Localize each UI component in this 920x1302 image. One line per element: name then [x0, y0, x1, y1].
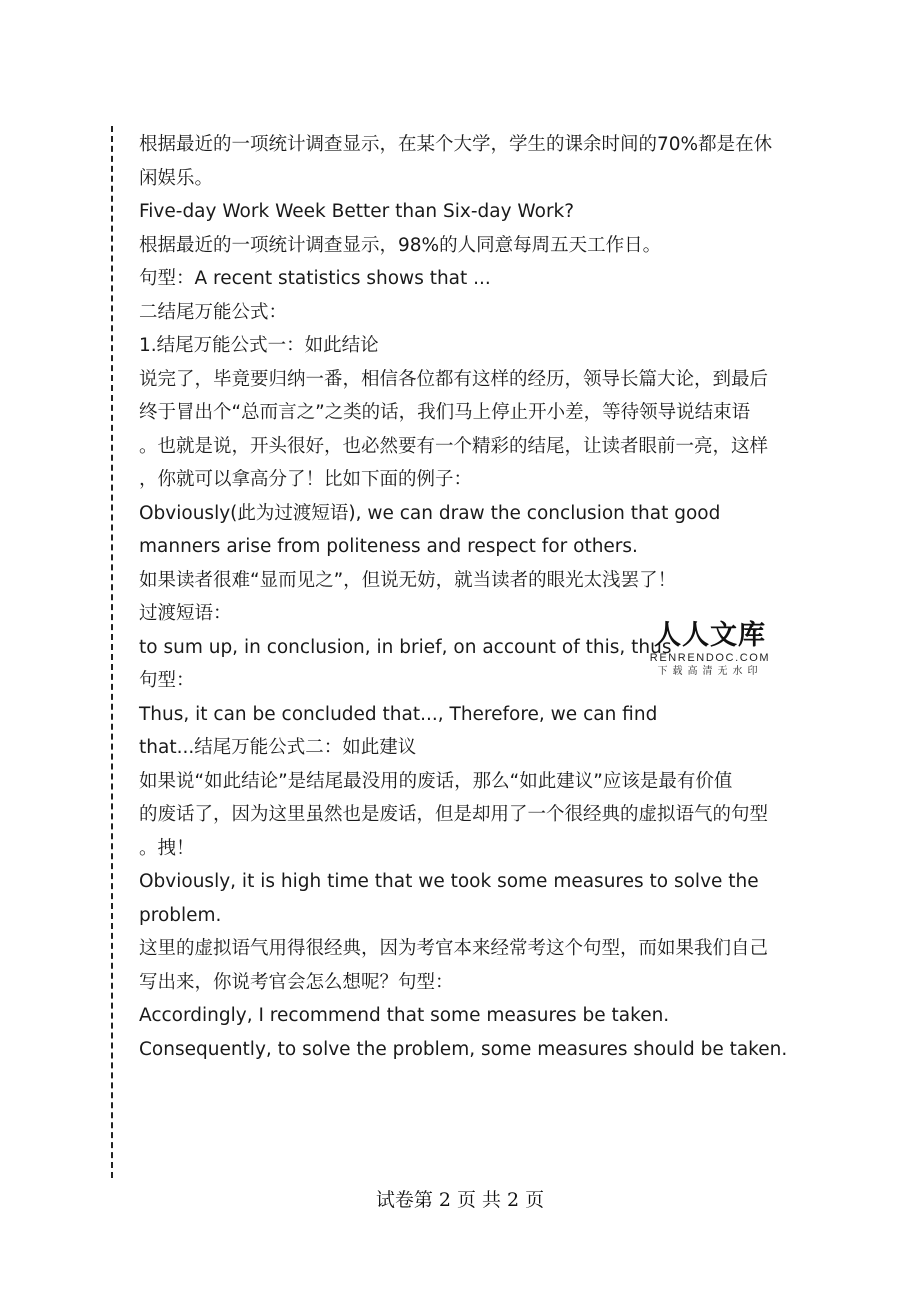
document-body: [139, 128, 788, 1066]
text-line: to sum up, in conclusion, in brief, on account of this, thus: [139, 636, 672, 658]
text-line: Consequently, to solve the problem, some measures should be taken.: [139, 1038, 788, 1060]
text-line: Thus, it can be concluded that..., Therefore, we can find: [139, 703, 658, 725]
text-line: 句型：A recent statistics shows that ...: [139, 268, 491, 289]
text-line: ，你就可以拿高分了！比如下面的例子：: [139, 469, 473, 490]
text-line: 闲娱乐。: [139, 167, 214, 189]
text-line: 这里的虚拟语气用得很经典，因为考官本来经常考这个句型，而如果我们自己: [139, 938, 769, 959]
text-line: Obviously, it is high time that we took some measures to solve the: [139, 871, 759, 892]
text-line: 终于冒出个“总而言之”之类的话，我们马上停止开小差，等待领导说结束语: [139, 402, 751, 423]
text-line: 根据最近的一项统计调查显示，98%的人同意每周五天工作日。: [139, 234, 662, 256]
text-line: 过渡短语：: [139, 603, 232, 624]
text-line: 如果读者很难“显而见之”，但说无妨，就当读者的眼光太浅罢了！: [139, 569, 677, 591]
text-line: 的废话了，因为这里虽然也是废话，但是却用了一个很经典的虚拟语气的句型: [139, 804, 769, 825]
watermark-brand: 人人文库: [654, 620, 766, 651]
text-line: 根据最近的一项统计调查显示，在某个大学，学生的课余时间的70%都是在休: [139, 134, 773, 155]
text-line: 说完了，毕竟要归纳一番，相信各位都有这样的经历，领导长篇大论，到最后: [139, 368, 769, 390]
text-line: 。拽！: [139, 837, 195, 859]
page-footer: 试卷第 2 页 共 2 页: [375, 1189, 545, 1211]
text-line: 如果说“如此结论”是结尾最没用的废话，那么“如此建议”应该是最有价值: [139, 770, 733, 792]
watermark-logo: [647, 620, 773, 678]
text-line: Obviously(此为过渡短语), we can draw the conclusion that good: [139, 502, 721, 524]
text-line: 写出来，你说考官会怎么想呢？句型：: [139, 971, 454, 993]
watermark-site: RENRENDOC.COM: [649, 652, 771, 664]
subsection-heading: 1.结尾万能公式一：如此结论: [139, 335, 379, 356]
text-line: Five-day Work Week Better than Six-day Work?: [139, 201, 575, 222]
section-heading: 二结尾万能公式：: [139, 301, 288, 323]
text-line: problem.: [139, 904, 222, 926]
text-line: Accordingly, I recommend that some measures be taken.: [139, 1005, 670, 1026]
text-line: manners arise from politeness and respect for others.: [139, 536, 638, 557]
subsection-heading: that...结尾万能公式二：如此建议: [139, 737, 417, 758]
text-line: 。也就是说，开头很好，也必然要有一个精彩的结尾，让读者眼前一亮，这样: [139, 435, 769, 457]
binding-cut-line: [111, 126, 113, 1178]
text-line: 句型：: [139, 670, 195, 691]
watermark-tagline: 下载高清无水印: [657, 666, 763, 677]
